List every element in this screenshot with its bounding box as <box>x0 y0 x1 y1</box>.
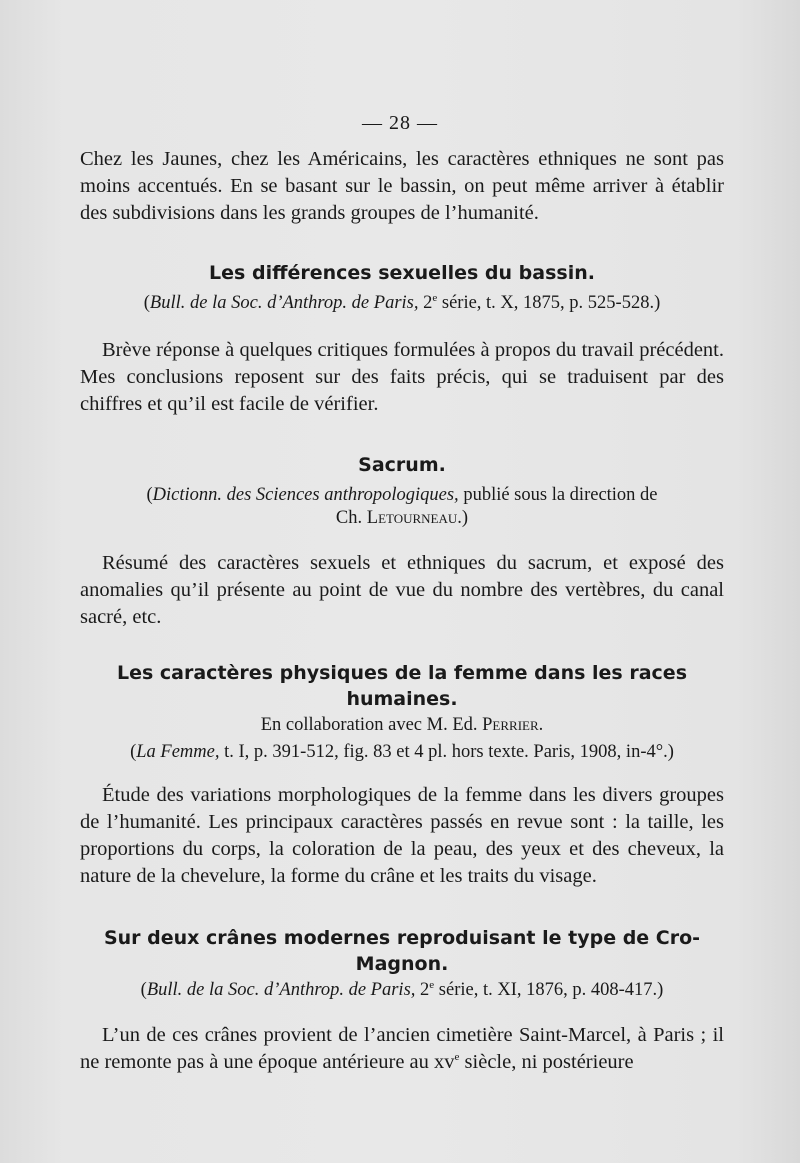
body-line-2: il ne remonte pas à une époque antérieure au xv <box>80 1024 724 1073</box>
citation-open: ( <box>130 742 137 762</box>
section-sacrum <box>80 452 724 631</box>
section-cro-magnon <box>80 925 724 1076</box>
citation-line2-suffix: .) <box>457 508 469 528</box>
section-body: Résumé des caractères sexuels et ethniques du sacrum, et exposé des anomalies qu’il présente au point de vue du nombre des vertèbres, du canal sacré, etc. <box>80 552 724 628</box>
body-line-1: L’un de ces crânes provient de l’ancien cimetière Saint-Marcel, à Paris ; <box>102 1024 707 1046</box>
section-body <box>80 1022 724 1076</box>
citation-sup: e <box>432 291 438 304</box>
section-bassin <box>80 260 724 418</box>
section-collaboration <box>80 714 724 737</box>
citation-rest: publié sous la direction de <box>458 485 658 505</box>
intro-paragraph-block <box>80 146 724 227</box>
citation-open: ( <box>143 293 150 313</box>
section-citation <box>80 741 724 764</box>
citation-open: ( <box>140 980 147 1000</box>
citation-italic: Dictionn. des Sciences anthropologiques, <box>152 485 459 505</box>
section-femme <box>80 660 724 890</box>
section-title: Sur deux crânes modernes reproduisant le type de Cro-Magnon. <box>103 927 701 975</box>
section-title: Les caractères physiques de la femme dans les races humaines. <box>116 662 688 710</box>
citation-part: 2 <box>418 293 433 313</box>
section-body: Brève réponse à quelques critiques formulées à propos du travail précédent. Mes conclusions reposent sur des faits précis, qui se traduisent par des chiffres et qu’il est facile de vérifier. <box>80 339 724 415</box>
citation-open: ( <box>146 485 153 505</box>
section-title: Les différences sexuelles du bassin. <box>209 262 595 284</box>
collab-suffix: . <box>538 715 544 735</box>
citation-rest: série, t. X, 1875, p. 525-528.) <box>437 293 661 313</box>
citation-italic: Bull. de la Soc. d’Anthrop. de Paris, <box>149 293 419 313</box>
section-citation <box>80 979 724 1002</box>
citation-author: Letourneau <box>366 508 458 528</box>
section-citation <box>80 484 724 530</box>
collab-prefix: En collaboration avec M. Ed. <box>260 715 483 735</box>
citation-sup: e <box>429 978 435 991</box>
citation-italic: Bull. de la Soc. d’Anthrop. de Paris, <box>146 980 416 1000</box>
body-line-2-end: siècle, ni postérieure <box>459 1051 634 1073</box>
citation-italic: La Femme, <box>136 742 220 762</box>
citation-line2-prefix: Ch. <box>335 508 367 528</box>
intro-paragraph: Chez les Jaunes, chez les Américains, les caractères ethniques ne sont pas moins accentués. En se basant sur le bassin, on peut même arriver à établir des subdivisions dans les grands groupes de l’humanité. <box>80 148 724 224</box>
citation-rest: t. I, p. 391-512, fig. 83 et 4 pl. hors texte. Paris, 1908, in-4°.) <box>219 742 674 762</box>
body-sup: e <box>454 1051 460 1064</box>
citation-rest: série, t. XI, 1876, p. 408-417.) <box>434 980 664 1000</box>
citation-part: 2 <box>415 980 430 1000</box>
collab-author: Perrier <box>482 715 539 735</box>
page-number: — 28 — <box>362 112 438 134</box>
section-body: Étude des variations morphologiques de la femme dans les divers groupes de l’humanité. Les principaux caractères passés en revue sont : la taille, les proportions du corps, la coloration de la peau, des yeux et des cheveux, la nature de la chevelure, la forme du crâne et les traits du visage. <box>80 784 724 887</box>
section-citation <box>80 292 724 315</box>
section-title: Sacrum. <box>358 454 446 476</box>
